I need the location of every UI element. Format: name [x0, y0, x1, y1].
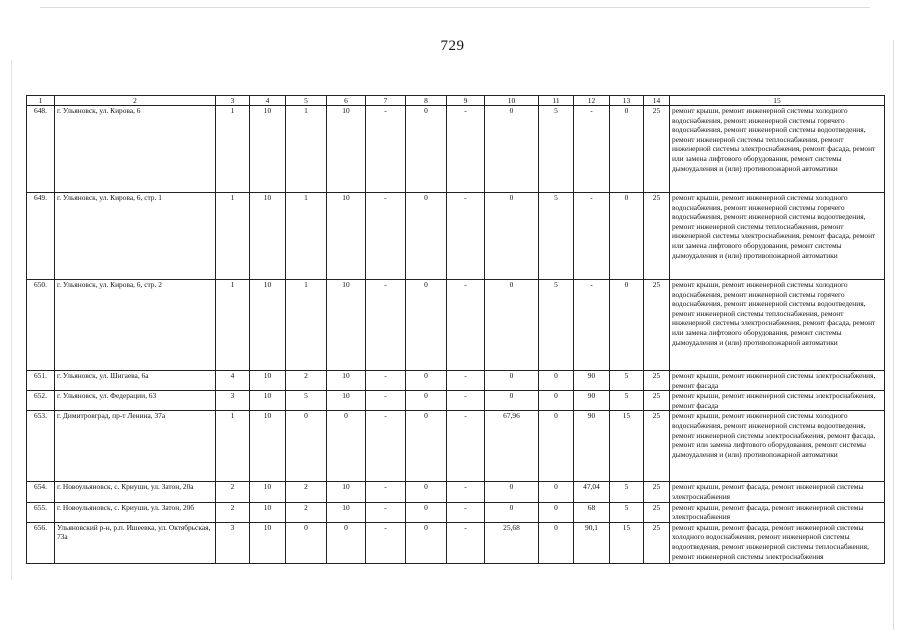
table-cell-col-4: 10	[250, 502, 286, 522]
table-cell-col-11: 0	[539, 391, 574, 411]
table-cell-col-11: 5	[539, 193, 574, 280]
table-cell-col-13: 0	[610, 106, 644, 193]
table-cell-col-9: -	[447, 522, 485, 563]
table-cell-col-5: 1	[286, 106, 327, 193]
table-cell-col-9: -	[447, 280, 485, 371]
table-cell-col-3: 2	[216, 502, 250, 522]
scan-edge-right	[893, 40, 894, 630]
table-cell-col-8: 0	[406, 522, 447, 563]
table-cell-col-14: 25	[644, 502, 670, 522]
table-cell-col-5: 0	[286, 411, 327, 482]
table-cell-col-13: 5	[610, 482, 644, 502]
col-header-12: 12	[574, 96, 610, 106]
table-cell-col-14: 25	[644, 280, 670, 371]
table-cell-col-6: 10	[327, 280, 366, 371]
table-cell-col-12: 90	[574, 411, 610, 482]
table-cell-col-2: г. Новоульяновск, с. Криуши, ул. Затон, 20б	[55, 502, 216, 522]
table-cell-col-2: г. Ульяновск, ул. Кирова, 6	[55, 106, 216, 193]
table-cell-col-5: 0	[286, 522, 327, 563]
table-cell-col-12: 90,1	[574, 522, 610, 563]
table-cell-col-3: 3	[216, 391, 250, 411]
table-cell-col-4: 10	[250, 193, 286, 280]
table-cell-col-15: ремонт крыши, ремонт инженерной системы электроснабжения, ремонт фасада	[670, 391, 885, 411]
col-header-13: 13	[610, 96, 644, 106]
table-cell-col-6: 10	[327, 502, 366, 522]
table-cell-col-12: -	[574, 280, 610, 371]
table-cell-col-13: 15	[610, 522, 644, 563]
table-row	[27, 193, 885, 280]
table-cell-col-11: 0	[539, 502, 574, 522]
table-row	[27, 522, 885, 563]
table-cell-col-7: -	[366, 391, 406, 411]
capital-repair-table	[26, 95, 885, 564]
table-cell-col-6: 10	[327, 391, 366, 411]
table-cell-col-12: 47,04	[574, 482, 610, 502]
table-cell-col-12: -	[574, 106, 610, 193]
table-row	[27, 371, 885, 391]
table-row	[27, 280, 885, 371]
table-cell-col-9: -	[447, 391, 485, 411]
table-cell-col-9: -	[447, 106, 485, 193]
table-cell-col-1: 649.	[27, 193, 55, 280]
table-cell-col-7: -	[366, 522, 406, 563]
table-cell-col-13: 0	[610, 193, 644, 280]
table-cell-col-1: 650.	[27, 280, 55, 371]
col-header-11: 11	[539, 96, 574, 106]
col-header-14: 14	[644, 96, 670, 106]
table-cell-col-13: 5	[610, 391, 644, 411]
table-cell-col-3: 1	[216, 280, 250, 371]
table-cell-col-11: 0	[539, 411, 574, 482]
table-cell-col-14: 25	[644, 193, 670, 280]
table-cell-col-4: 10	[250, 391, 286, 411]
table-cell-col-8: 0	[406, 371, 447, 391]
col-header-5: 5	[286, 96, 327, 106]
table-cell-col-6: 0	[327, 411, 366, 482]
table-cell-col-10: 0	[485, 280, 539, 371]
table-cell-col-7: -	[366, 371, 406, 391]
table-cell-col-8: 0	[406, 106, 447, 193]
col-header-2: 2	[55, 96, 216, 106]
table-cell-col-6: 10	[327, 371, 366, 391]
table-cell-col-12: 90	[574, 391, 610, 411]
table-cell-col-6: 10	[327, 482, 366, 502]
table-cell-col-15: ремонт крыши, ремонт фасада, ремонт инженерной системы электроснабжения	[670, 502, 885, 522]
col-header-6: 6	[327, 96, 366, 106]
table-cell-col-15: ремонт крыши, ремонт фасада, ремонт инженерной системы электроснабжения	[670, 482, 885, 502]
table-cell-col-1: 653.	[27, 411, 55, 482]
table-row	[27, 502, 885, 522]
table-cell-col-1: 656.	[27, 522, 55, 563]
table-cell-col-3: 4	[216, 371, 250, 391]
table-cell-col-6: 0	[327, 522, 366, 563]
table-cell-col-9: -	[447, 411, 485, 482]
table-cell-col-11: 0	[539, 371, 574, 391]
table-cell-col-13: 15	[610, 411, 644, 482]
table-cell-col-9: -	[447, 482, 485, 502]
table-cell-col-10: 25,68	[485, 522, 539, 563]
col-header-1: 1	[27, 96, 55, 106]
table-cell-col-4: 10	[250, 411, 286, 482]
table-cell-col-12: 90	[574, 371, 610, 391]
col-header-7: 7	[366, 96, 406, 106]
table-cell-col-3: 2	[216, 482, 250, 502]
col-header-3: 3	[216, 96, 250, 106]
table-cell-col-2: г. Димитровград, пр-т Ленина, 37а	[55, 411, 216, 482]
table-cell-col-2: г. Ульяновск, ул. Кирова, 6, стр. 2	[55, 280, 216, 371]
header-row	[27, 96, 885, 106]
table-cell-col-11: 5	[539, 106, 574, 193]
table-cell-col-7: -	[366, 482, 406, 502]
table-cell-col-13: 0	[610, 280, 644, 371]
table-cell-col-8: 0	[406, 411, 447, 482]
table-cell-col-5: 1	[286, 193, 327, 280]
table-cell-col-12: -	[574, 193, 610, 280]
table-cell-col-11: 0	[539, 522, 574, 563]
table-cell-col-3: 1	[216, 193, 250, 280]
table-cell-col-10: 0	[485, 502, 539, 522]
table-cell-col-9: -	[447, 502, 485, 522]
table-cell-col-1: 652.	[27, 391, 55, 411]
table-cell-col-2: Ульяновский р-н, р.п. Ишеевка, ул. Октябрьская, 73а	[55, 522, 216, 563]
table-cell-col-15: ремонт крыши, ремонт фасада, ремонт инженерной системы холодного водоснабжения, ремонт инженерной системы водоотведения, ремонт инженерной системы теплоснабжения, ремонт инженерной системы электроснабжения	[670, 522, 885, 563]
table-cell-col-5: 2	[286, 502, 327, 522]
table-cell-col-4: 10	[250, 482, 286, 502]
col-header-10: 10	[485, 96, 539, 106]
table-cell-col-11: 5	[539, 280, 574, 371]
table-cell-col-1: 655.	[27, 502, 55, 522]
table-cell-col-8: 0	[406, 502, 447, 522]
table-cell-col-2: г. Ульяновск, ул. Шигаева, 6а	[55, 371, 216, 391]
table-cell-col-4: 10	[250, 522, 286, 563]
table-cell-col-10: 67,96	[485, 411, 539, 482]
table-cell-col-7: -	[366, 502, 406, 522]
col-header-8: 8	[406, 96, 447, 106]
table-cell-col-5: 2	[286, 371, 327, 391]
table-cell-col-14: 25	[644, 411, 670, 482]
table-cell-col-12: 68	[574, 502, 610, 522]
table-row	[27, 106, 885, 193]
table-cell-col-8: 0	[406, 280, 447, 371]
table-cell-col-5: 5	[286, 391, 327, 411]
col-header-15: 15	[670, 96, 885, 106]
table-cell-col-10: 0	[485, 371, 539, 391]
table-cell-col-7: -	[366, 193, 406, 280]
table-cell-col-13: 5	[610, 371, 644, 391]
table-cell-col-14: 25	[644, 371, 670, 391]
table-cell-col-13: 5	[610, 502, 644, 522]
col-header-9: 9	[447, 96, 485, 106]
table-cell-col-11: 0	[539, 482, 574, 502]
table-cell-col-7: -	[366, 280, 406, 371]
table-cell-col-3: 3	[216, 522, 250, 563]
table-cell-col-14: 25	[644, 391, 670, 411]
table-cell-col-7: -	[366, 411, 406, 482]
table-cell-col-1: 654.	[27, 482, 55, 502]
table-cell-col-10: 0	[485, 482, 539, 502]
table-cell-col-14: 25	[644, 482, 670, 502]
scan-edge-top	[40, 7, 870, 8]
table-cell-col-7: -	[366, 106, 406, 193]
col-header-4: 4	[250, 96, 286, 106]
table-cell-col-10: 0	[485, 106, 539, 193]
table-cell-col-15: ремонт крыши, ремонт инженерной системы холодного водоснабжения, ремонт инженерной системы горячего водоснабжения, ремонт инженерной системы водоотведения, ремонт инженерной системы теплоснабжения, ремонт инженерной системы электроснабжения, ремонт фасада, ремонт или замена лифтового оборудования, ремонт системы дымоудаления и (или) противопожарной автоматики	[670, 193, 885, 280]
page-number: 729	[440, 38, 465, 54]
table-cell-col-3: 1	[216, 411, 250, 482]
table-cell-col-15: ремонт крыши, ремонт инженерной системы холодного водоснабжения, ремонт инженерной системы горячего водоснабжения, ремонт инженерной системы водоотведения, ремонт инженерной системы теплоснабжения, ремонт инженерной системы электроснабжения, ремонт фасада, ремонт или замена лифтового оборудования, ремонт системы дымоудаления и (или) противопожарной автоматики	[670, 280, 885, 371]
table-row	[27, 482, 885, 502]
table-cell-col-1: 651.	[27, 371, 55, 391]
table-row	[27, 411, 885, 482]
table-cell-col-10: 0	[485, 193, 539, 280]
scan-edge-left	[11, 60, 12, 580]
table-body	[27, 106, 885, 564]
table-cell-col-3: 1	[216, 106, 250, 193]
table-row	[27, 391, 885, 411]
table-cell-col-5: 1	[286, 280, 327, 371]
table-cell-col-2: г. Новоульяновск, с. Криуши, ул. Затон, 20а	[55, 482, 216, 502]
table-cell-col-8: 0	[406, 193, 447, 280]
table-cell-col-2: г. Ульяновск, ул. Кирова, 6, стр. 1	[55, 193, 216, 280]
table-cell-col-8: 0	[406, 482, 447, 502]
table-cell-col-15: ремонт крыши, ремонт инженерной системы холодного водоснабжения, ремонт инженерной системы водоотведения, ремонт инженерной системы электроснабжения, ремонт фасада, ремонт или замена лифтового оборудования, ремонт системы дымоудаления и (или) противопожарной автоматики	[670, 411, 885, 482]
table-cell-col-1: 648.	[27, 106, 55, 193]
table-cell-col-4: 10	[250, 280, 286, 371]
table-cell-col-10: 0	[485, 391, 539, 411]
table-cell-col-4: 10	[250, 371, 286, 391]
table-cell-col-15: ремонт крыши, ремонт инженерной системы электроснабжения, ремонт фасада	[670, 371, 885, 391]
table-cell-col-6: 10	[327, 193, 366, 280]
table-cell-col-5: 2	[286, 482, 327, 502]
table-cell-col-2: г. Ульяновск, ул. Федерации, 63	[55, 391, 216, 411]
table-cell-col-9: -	[447, 193, 485, 280]
table-cell-col-14: 25	[644, 522, 670, 563]
table-cell-col-4: 10	[250, 106, 286, 193]
table-cell-col-6: 10	[327, 106, 366, 193]
table-cell-col-8: 0	[406, 391, 447, 411]
table-cell-col-15: ремонт крыши, ремонт инженерной системы холодного водоснабжения, ремонт инженерной системы горячего водоснабжения, ремонт инженерной системы водоотведения, ремонт инженерной системы теплоснабжения, ремонт инженерной системы электроснабжения, ремонт фасада, ремонт или замена лифтового оборудования, ремонт системы дымоудаления и (или) противопожарной автоматики	[670, 106, 885, 193]
table-cell-col-14: 25	[644, 106, 670, 193]
table-cell-col-9: -	[447, 371, 485, 391]
